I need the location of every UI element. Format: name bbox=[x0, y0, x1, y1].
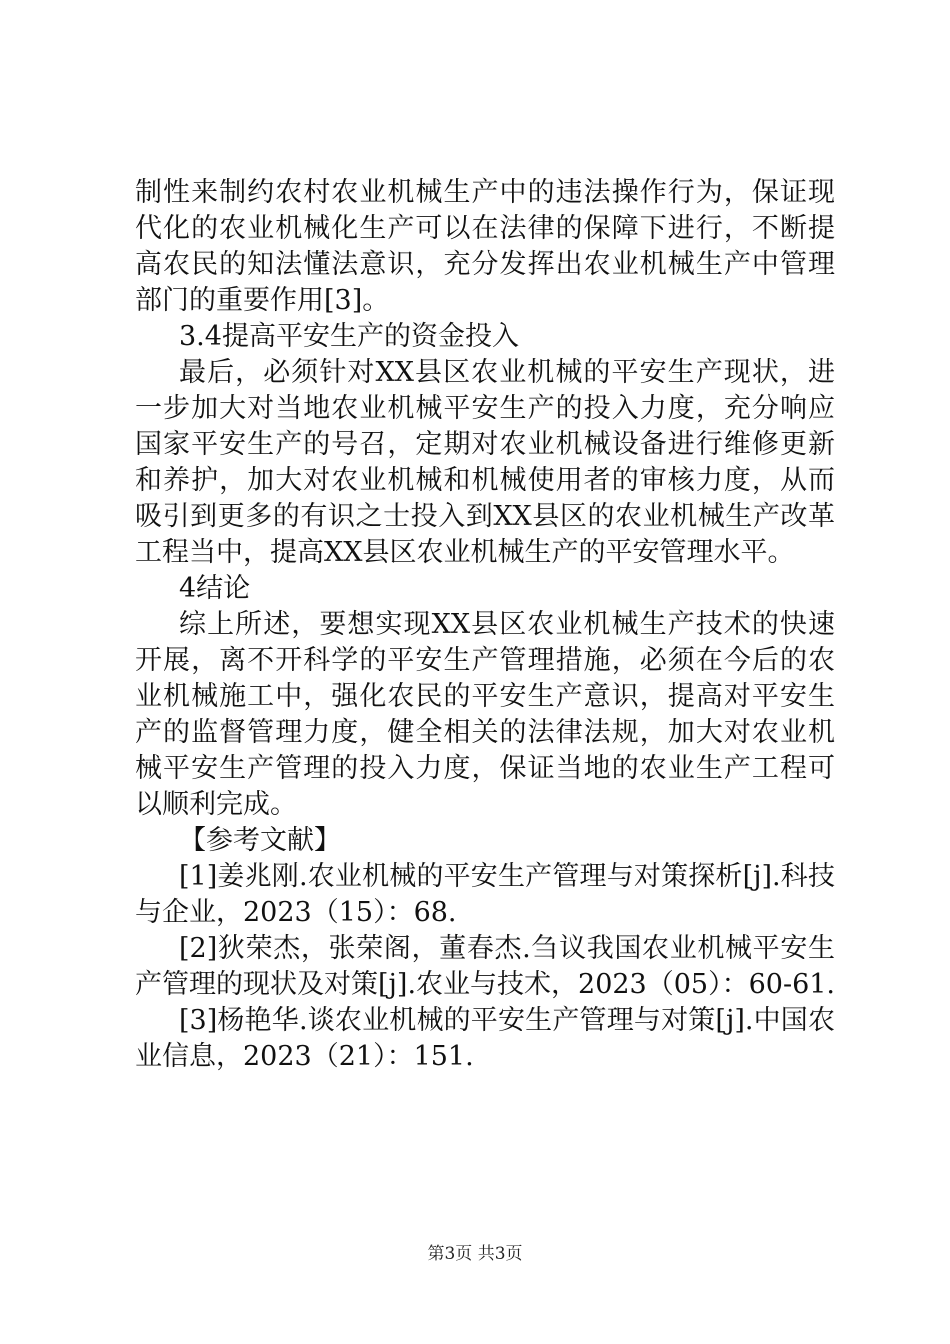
reference-item-1: [1]姜兆刚.农业机械的平安生产管理与对策探析[j].科技与企业，2023（15）：68. bbox=[135, 861, 835, 928]
reference-item-3: [3]杨艳华.谈农业机械的平安生产管理与对策[j].中国农业信息，2023（21）：151. bbox=[135, 1005, 835, 1072]
reference-item-2: [2]狄荣杰，张荣阁，董春杰.刍议我国农业机械平安生产管理的现状及对策[j].农业与技术，2023（05）：60-61. bbox=[135, 933, 836, 1000]
page-number-footer: 第3页 共3页 bbox=[427, 1244, 523, 1264]
document-body bbox=[135, 175, 835, 1075]
references-heading: 【参考文献】 bbox=[179, 825, 341, 856]
paragraph-funding-investment: 最后，必须针对XX县区农业机械的平安生产现状，进一步加大对当地农业机械平安生产的投入力度，充分响应国家平安生产的号召，定期对农业机械设备进行维修更新和养护，加大对农业机械和机械使用者的审核力度，从而吸引到更多的有识之士投入到XX县区的农业机械生产改革工程当中，提高XX县区农业机械生产的平安管理水平。 bbox=[135, 357, 835, 568]
paragraph-conclusion: 综上所述，要想实现XX县区农业机械生产技术的快速开展，离不开科学的平安生产管理措施，必须在今后的农业机械施工中，强化农民的平安生产意识，提高对平安生产的监督管理力度，健全相关的法律法规，加大对农业机械平安生产管理的投入力度，保证当地的农业生产工程可以顺利完成。 bbox=[135, 609, 835, 820]
paragraph-legal-constraints: 制性来制约农村农业机械生产中的违法操作行为，保证现代化的农业机械化生产可以在法律的保障下进行，不断提高农民的知法懂法意识，充分发挥出农业机械生产中管理部门的重要作用[3]。 bbox=[135, 177, 835, 316]
section-heading-4-conclusion: 4结论 bbox=[179, 573, 251, 604]
section-heading-3-4: 3.4提高平安生产的资金投入 bbox=[179, 321, 519, 352]
